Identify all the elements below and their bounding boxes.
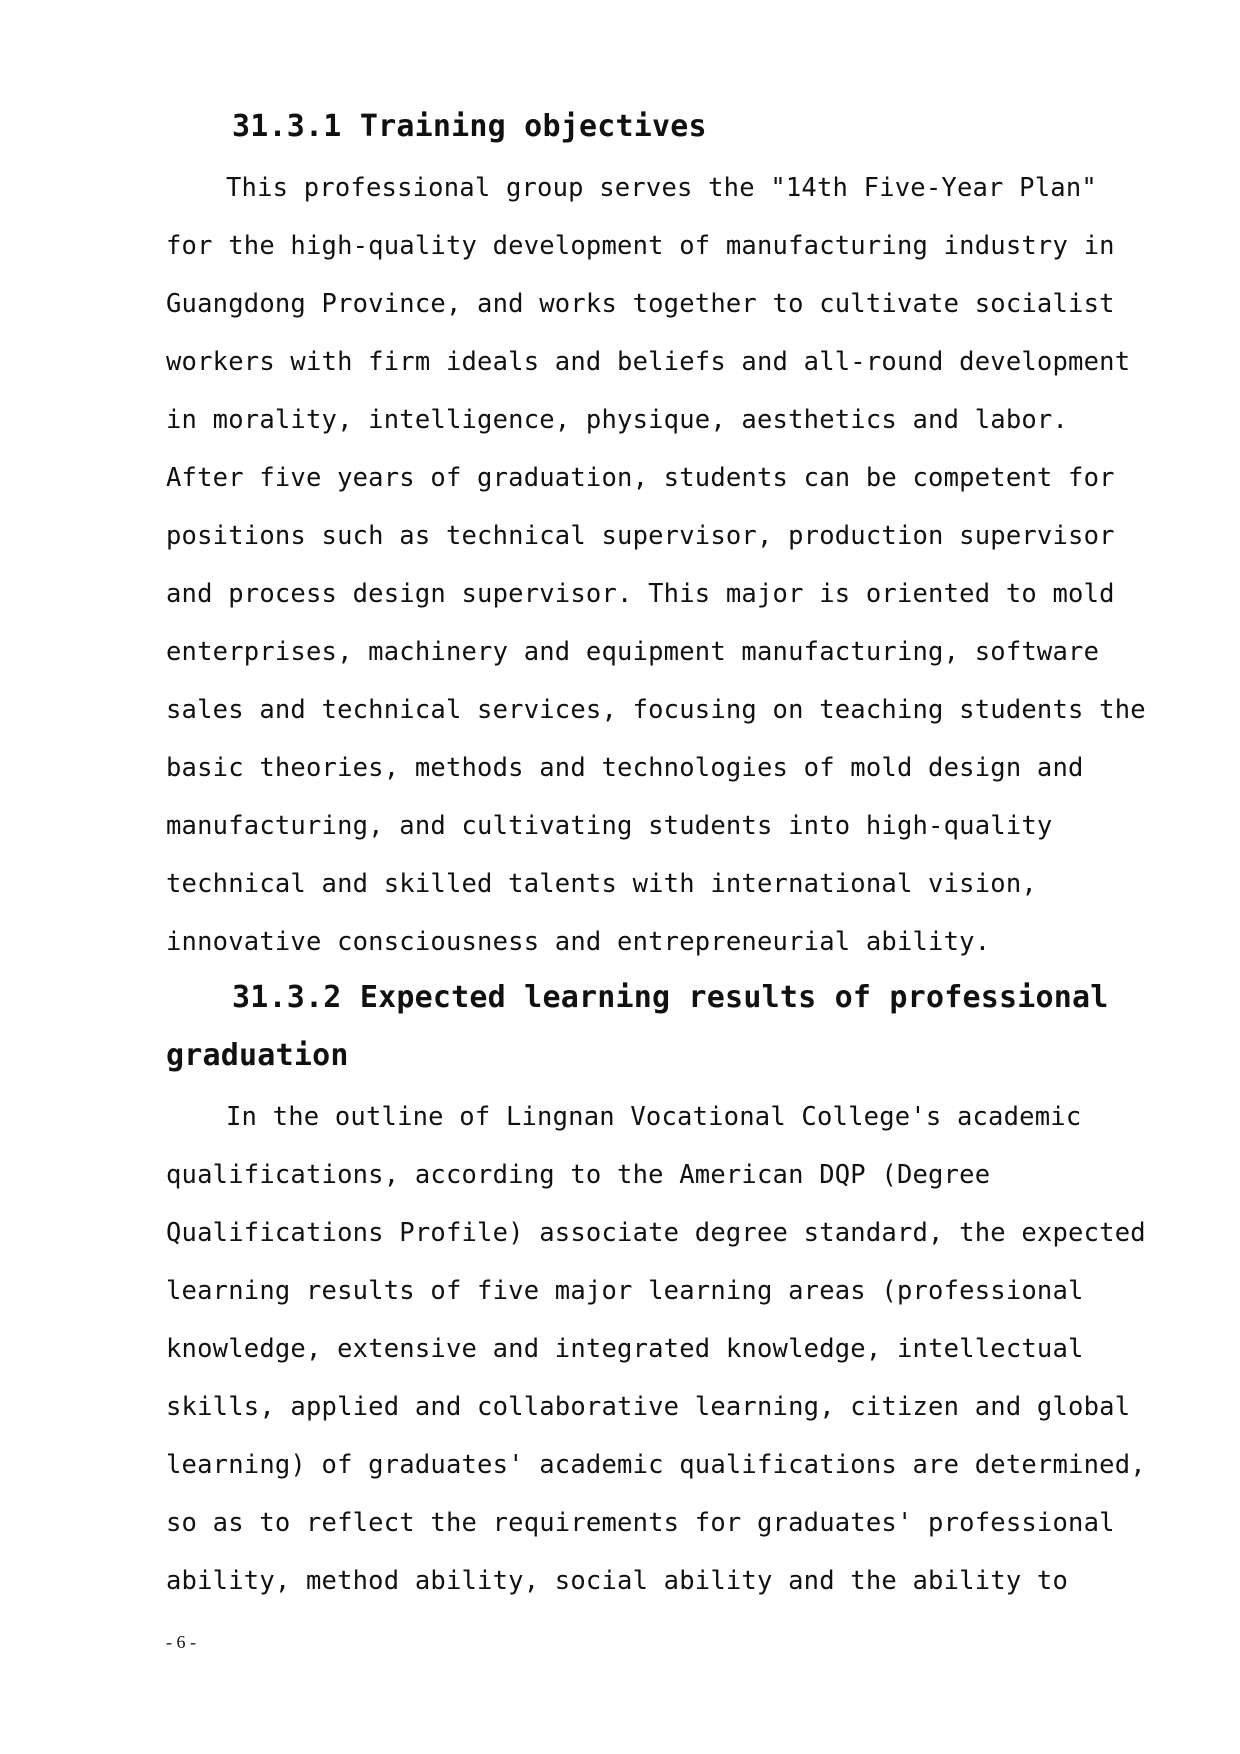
paragraph-line: sales and technical services, focusing on teaching students the xyxy=(166,695,1146,725)
paragraph-line: After five years of graduation, students can be competent for xyxy=(166,463,1115,493)
paragraph-line: technical and skilled talents with international vision, xyxy=(166,869,1037,899)
page-number: - 6 - xyxy=(166,1632,196,1652)
paragraph-line: This professional group serves the "14th Five-Year Plan" xyxy=(226,173,1097,203)
paragraph-line: Qualifications Profile) associate degree standard, the expected xyxy=(166,1218,1146,1248)
paragraph-line: learning results of five major learning areas (professional xyxy=(166,1276,1084,1306)
paragraph-line: so as to reflect the requirements for graduates' professional xyxy=(166,1508,1115,1538)
paragraph-line: and process design supervisor. This major is oriented to mold xyxy=(166,579,1115,609)
paragraph-line: workers with firm ideals and beliefs and all-round development xyxy=(166,347,1131,377)
paragraph-line: In the outline of Lingnan Vocational College's academic xyxy=(226,1102,1082,1132)
paragraph-line: basic theories, methods and technologies of mold design and xyxy=(166,753,1084,783)
paragraph-line: positions such as technical supervisor, production supervisor xyxy=(166,521,1115,551)
paragraph-line: qualifications, according to the American DQP (Degree xyxy=(166,1160,991,1190)
paragraph-line: ability, method ability, social ability and the ability to xyxy=(166,1566,1069,1596)
paragraph-line: in morality, intelligence, physique, aesthetics and labor. xyxy=(166,405,1069,435)
paragraph-line: for the high-quality development of manufacturing industry in xyxy=(166,231,1115,261)
section-heading-expected-learning-results: 31.3.2 Expected learning results of professional xyxy=(232,980,1109,1015)
paragraph-line: learning) of graduates' academic qualifications are determined, xyxy=(166,1450,1146,1480)
section-heading-training-objectives: 31.3.1 Training objectives xyxy=(232,109,707,144)
paragraph-line: manufacturing, and cultivating students into high-quality xyxy=(166,811,1053,841)
paragraph-line: knowledge, extensive and integrated knowledge, intellectual xyxy=(166,1334,1084,1364)
paragraph-line: skills, applied and collaborative learning, citizen and global xyxy=(166,1392,1131,1422)
paragraph-line: innovative consciousness and entrepreneurial ability. xyxy=(166,927,991,957)
paragraph-line: enterprises, machinery and equipment manufacturing, software xyxy=(166,637,1100,667)
paragraph-line: Guangdong Province, and works together to cultivate socialist xyxy=(166,289,1115,319)
section-heading-continuation: graduation xyxy=(166,1038,349,1073)
